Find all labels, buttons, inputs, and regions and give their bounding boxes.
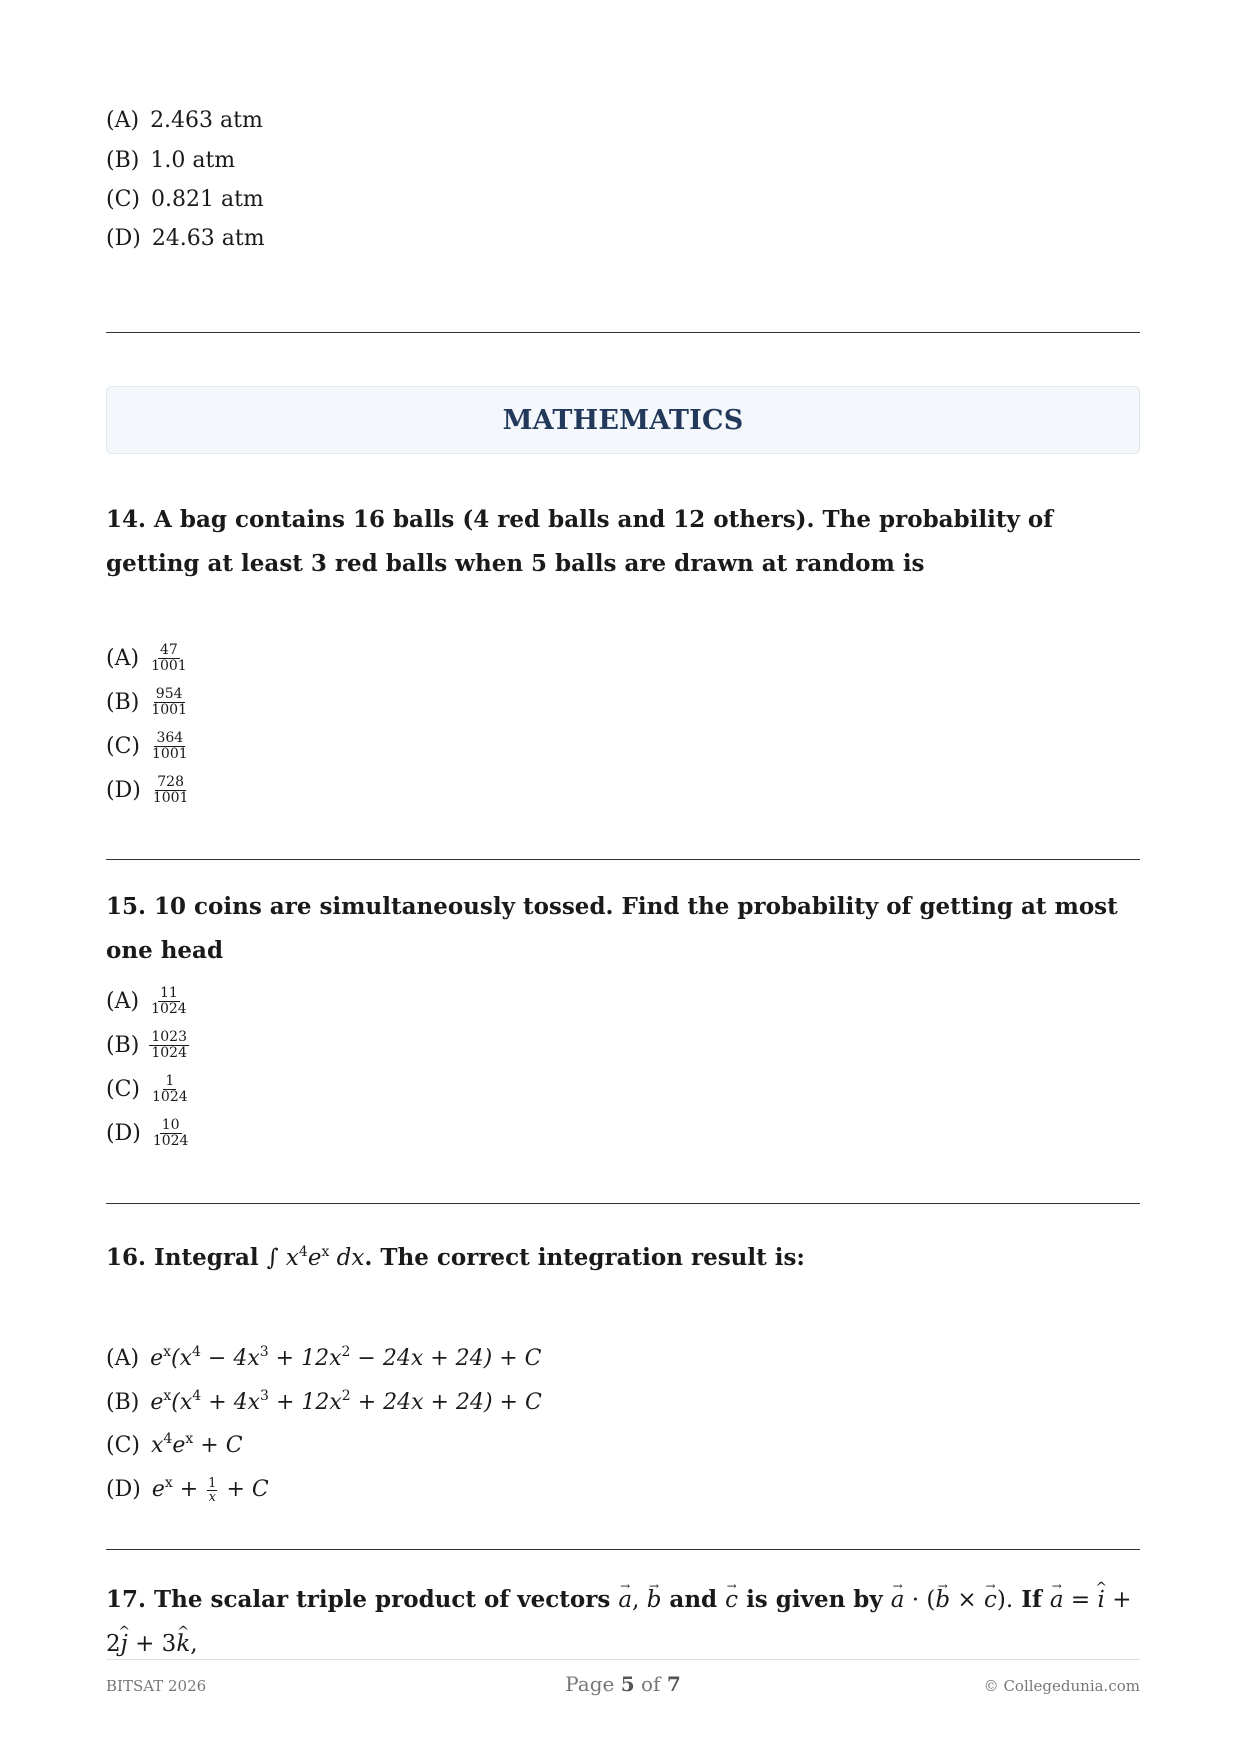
denominator: 1001 — [152, 790, 189, 806]
fraction — [151, 775, 191, 806]
fraction — [149, 687, 189, 718]
option-label: (C) — [106, 1433, 140, 1458]
page-total: 7 — [666, 1672, 681, 1696]
q15-option-c — [106, 1074, 190, 1105]
option-label: (D) — [106, 226, 141, 251]
option-label: (B) — [106, 148, 140, 173]
option-text: 2.463 atm — [150, 108, 263, 133]
numerator: 47 — [159, 642, 178, 658]
q16-option-c — [106, 1424, 243, 1461]
fraction — [149, 643, 189, 674]
option-expression: $x^4e^x + C$ — [151, 1431, 243, 1458]
denominator: 1024 — [151, 1045, 187, 1061]
question-16-prefix: 16. Integral — [106, 1244, 259, 1271]
fraction — [149, 986, 189, 1017]
numerator: 10 — [161, 1117, 180, 1133]
prev-option-b — [106, 146, 235, 176]
divider — [106, 332, 1140, 333]
q14-option-d — [106, 775, 190, 806]
denominator: 1001 — [151, 702, 187, 718]
question-17-if: If — [1021, 1586, 1042, 1613]
question-16 — [106, 1230, 1140, 1280]
numerator: 1023 — [151, 1029, 187, 1045]
denominator: 1001 — [151, 658, 187, 674]
numerator: 364 — [156, 730, 184, 746]
q14-option-c — [106, 731, 190, 762]
prev-option-a — [106, 106, 263, 136]
divider — [106, 1549, 1140, 1550]
page-current: 5 — [620, 1672, 635, 1696]
q14-option-a — [106, 643, 189, 674]
q16-option-b — [106, 1381, 542, 1418]
numerator: 11 — [159, 985, 178, 1001]
option-label: (B) — [106, 1390, 140, 1415]
question-14: 14. A bag contains 16 balls (4 red balls and 12 others). The probability of getting at least 3 red balls when 5 balls are drawn at random is — [106, 506, 1054, 577]
section-header — [106, 386, 1140, 454]
page — [106, 0, 1140, 1754]
numerator: 1 — [165, 1073, 175, 1089]
q15-option-a — [106, 986, 189, 1017]
page-word: Page — [565, 1672, 615, 1696]
option-label: (C) — [106, 187, 140, 212]
denominator: 1024 — [152, 1133, 189, 1149]
denominator: 1001 — [152, 746, 188, 762]
question-16-suffix: . The correct integration result is: — [364, 1244, 805, 1271]
section-title: MATHEMATICS — [502, 404, 744, 436]
question-17-mid: is given by — [746, 1586, 883, 1613]
footer-divider — [106, 1659, 1140, 1660]
q14-option-b — [106, 687, 189, 718]
option-label: (B) — [106, 689, 140, 715]
fraction — [150, 731, 190, 762]
footer-exam-name: BITSAT 2026 — [106, 1677, 207, 1695]
option-label: (A) — [106, 108, 140, 133]
option-text: 0.821 atm — [151, 187, 264, 212]
q16-option-d — [106, 1468, 269, 1505]
question-17-start: 17. The scalar triple product of vectors — [106, 1586, 611, 1613]
divider — [106, 1203, 1140, 1204]
divider — [106, 859, 1140, 860]
option-label: (D) — [106, 777, 141, 803]
denominator: 1024 — [152, 1089, 188, 1105]
option-label: (A) — [106, 1346, 140, 1371]
option-label: (C) — [106, 1076, 140, 1102]
fraction — [149, 1030, 189, 1061]
option-text: 1.0 atm — [150, 148, 236, 173]
page-of: of — [641, 1672, 661, 1696]
option-expression: $e^x(x^4 + 4x^3 + 12x^2 + 24x + 24) + C$ — [150, 1388, 542, 1415]
fraction — [150, 1074, 190, 1105]
q16-option-a — [106, 1337, 542, 1374]
denominator: 1024 — [151, 1001, 187, 1017]
numerator: 728 — [157, 774, 184, 790]
option-label: (A) — [106, 645, 140, 671]
q15-option-b — [106, 1030, 189, 1061]
option-label: (D) — [106, 1120, 141, 1146]
integral-expression: ∫ $x^4e^x$ dx — [266, 1244, 365, 1271]
option-expression: $e^x$ + $\frac{1}{x}$ + C — [151, 1475, 269, 1505]
option-label: (C) — [106, 733, 140, 759]
option-expression: $e^x(x^4 - 4x^3 + 12x^2 - 24x + 24) + C$ — [150, 1344, 542, 1371]
question-17: 17. The scalar triple product of vectors → a, → b and → c is given by → a · (→ b × → c). If → a = ^ i + 2^ j + 3^ k, — [106, 1578, 1140, 1666]
prev-option-d — [106, 224, 265, 254]
numerator: 954 — [155, 686, 183, 702]
footer-copyright: © Collegedunia.com — [983, 1677, 1140, 1695]
option-label: (A) — [106, 988, 140, 1014]
option-label: (D) — [106, 1477, 141, 1502]
question-15: 15. 10 coins are simultaneously tossed. Find the probability of getting at most one head — [106, 893, 1118, 964]
option-text: 24.63 atm — [151, 226, 265, 251]
option-label: (B) — [106, 1032, 140, 1058]
fraction — [151, 1118, 191, 1149]
prev-option-c — [106, 185, 264, 215]
q15-option-d — [106, 1118, 190, 1149]
